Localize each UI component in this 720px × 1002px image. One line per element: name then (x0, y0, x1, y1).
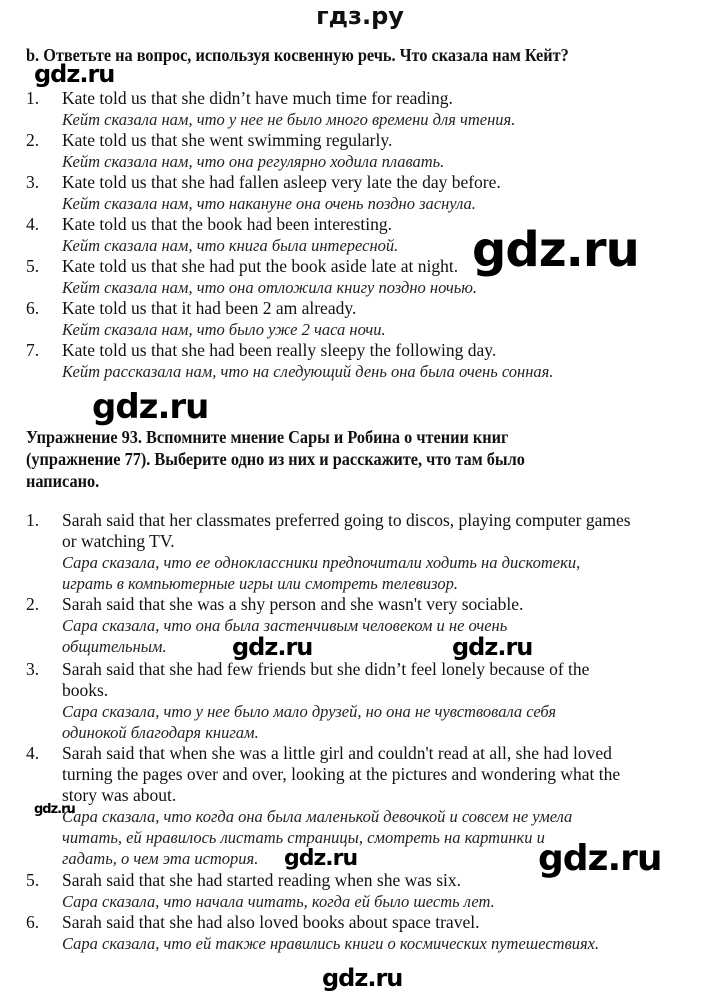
item-number: 5. (26, 256, 40, 276)
watermark: gdz.ru (284, 846, 358, 871)
english-answer: Kate told us that she went swimming regularly. (62, 130, 393, 150)
russian-translation: Кейт сказала нам, что книга была интересной. (62, 236, 399, 255)
item-number: 5. (26, 870, 40, 890)
russian-translation: Кейт рассказала нам, что на следующий день она была очень сонная. (62, 362, 554, 381)
list-item (26, 912, 696, 954)
russian-translation-line: читать, ей нравилось листать страницы, смотреть на картинки и (62, 828, 545, 847)
watermark: gdz.ru (92, 387, 209, 427)
site-title: гдз.ру (316, 2, 404, 30)
item-number: 1. (26, 510, 40, 530)
russian-translation-line: Сара сказала, что начала читать, когда ей было шесть лет. (62, 892, 495, 911)
item-number: 6. (26, 298, 40, 318)
english-answer: Kate told us that she had put the book aside late at night. (62, 256, 459, 276)
russian-translation-line: Сара сказала, что она была застенчивым человеком и не очень (62, 616, 508, 635)
list-item (26, 130, 696, 172)
section-b-heading: b. Ответьте на вопрос, используя косвенную речь. Что сказала нам Кейт? (26, 45, 569, 65)
item-number: 2. (26, 130, 40, 150)
list-item (26, 172, 696, 214)
item-number: 6. (26, 912, 40, 932)
item-number: 3. (26, 659, 40, 679)
list-item (26, 88, 696, 130)
english-answer-line: Sarah said that she had also loved books about space travel. (62, 912, 480, 932)
russian-translation: Кейт сказала нам, что накануне она очень поздно заснула. (62, 194, 476, 213)
russian-translation-line: Сара сказала, что ее одноклассники предпочитали ходить на дискотеки, (62, 553, 581, 572)
item-number: 7. (26, 340, 40, 360)
russian-translation: Кейт сказала нам, что у нее не было много времени для чтения. (62, 110, 516, 129)
english-answer-line: books. (62, 680, 109, 700)
list-item (26, 659, 696, 743)
watermark: gdz.ru (34, 60, 115, 88)
list-item (26, 298, 696, 340)
russian-translation-line: Сара сказала, что ей также нравились книги о космических путешествиях. (62, 934, 600, 953)
russian-translation-line: Сара сказала, что когда она была маленькой девочкой и совсем не умела (62, 807, 573, 826)
english-answer-line: Sarah said that her classmates preferred going to discos, playing computer games (62, 510, 631, 530)
english-answer: Kate told us that the book had been interesting. (62, 214, 392, 234)
watermark: gdz.ru (34, 802, 75, 817)
english-answer-line: or watching TV. (62, 531, 175, 551)
english-answer-line: turning the pages over and over, looking at the pictures and wondering what the (62, 764, 621, 784)
exercise-93-heading-line3: написано. (26, 471, 100, 491)
english-answer-line: Sarah said that she had started reading when she was six. (62, 870, 461, 890)
russian-translation-line: играть в компьютерные игры или смотреть телевизор. (62, 574, 458, 593)
item-number: 2. (26, 594, 40, 614)
list-item (26, 594, 696, 657)
english-answer: Kate told us that she had been really sleepy the following day. (62, 340, 497, 360)
russian-translation-line: общительным. (62, 637, 167, 656)
item-number: 4. (26, 743, 40, 763)
item-number: 1. (26, 88, 40, 108)
watermark: gdz.ru (472, 222, 639, 278)
russian-translation: Кейт сказала нам, что она отложила книгу поздно ночью. (62, 278, 478, 297)
english-answer: Kate told us that she had fallen asleep very late the day before. (62, 172, 501, 192)
item-number: 4. (26, 214, 40, 234)
english-answer-line: Sarah said that she was a shy person and she wasn't very sociable. (62, 594, 524, 614)
list-item (26, 510, 696, 594)
watermark: gdz.ru (452, 633, 533, 661)
watermark: gdz.ru (322, 964, 403, 992)
watermark: gdz.ru (232, 633, 313, 661)
english-answer: Kate told us that she didn’t have much time for reading. (62, 88, 453, 108)
english-answer-line: story was about. (62, 785, 177, 805)
list-item (26, 340, 696, 382)
russian-translation-line: Сара сказала, что у нее было мало друзей, но она не чувствовала себя (62, 702, 556, 721)
english-answer-line: Sarah said that she had few friends but she didn’t feel lonely because of the (62, 659, 590, 679)
watermark: gdz.ru (538, 838, 662, 879)
english-answer-line: Sarah said that when she was a little girl and couldn't read at all, she had loved (62, 743, 612, 763)
exercise-93-heading-line1: Упражнение 93. Вспомните мнение Сары и Робина о чтении книг (26, 427, 509, 447)
item-number: 3. (26, 172, 40, 192)
russian-translation: Кейт сказала нам, что она регулярно ходила плавать. (62, 152, 445, 171)
russian-translation-line: гадать, о чем эта история. (62, 849, 259, 868)
russian-translation-line: одинокой благодаря книгам. (62, 723, 259, 742)
english-answer: Kate told us that it had been 2 am already. (62, 298, 357, 318)
exercise-93-heading-line2: (упражнение 77). Выберите одно из них и расскажите, что там было (26, 449, 525, 469)
russian-translation: Кейт сказала нам, что было уже 2 часа ночи. (62, 320, 386, 339)
